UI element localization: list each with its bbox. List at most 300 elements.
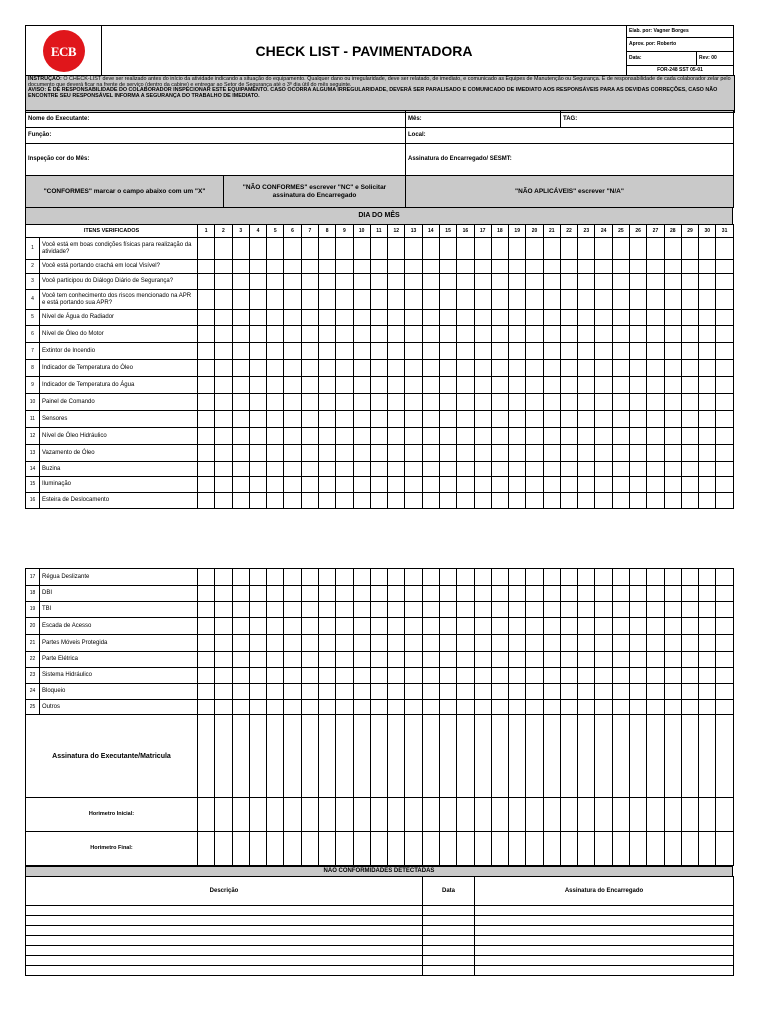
day-check-cell[interactable] — [318, 310, 335, 326]
day-check-cell[interactable] — [284, 635, 301, 652]
day-check-cell[interactable] — [543, 260, 560, 274]
day-check-cell[interactable] — [612, 428, 629, 445]
day-check-cell[interactable] — [457, 493, 474, 509]
day-check-cell[interactable] — [301, 635, 318, 652]
day-check-cell[interactable] — [681, 462, 698, 477]
day-check-cell[interactable] — [595, 602, 612, 618]
day-check-cell[interactable] — [370, 411, 387, 428]
day-check-cell[interactable] — [699, 684, 716, 700]
nc-cell[interactable] — [26, 966, 423, 976]
day-check-cell[interactable] — [630, 310, 647, 326]
day-check-cell[interactable] — [215, 700, 232, 715]
day-check-cell[interactable] — [595, 377, 612, 394]
day-check-cell[interactable] — [215, 635, 232, 652]
day-check-cell[interactable] — [353, 394, 370, 411]
day-check-cell[interactable] — [560, 343, 577, 360]
day-check-cell[interactable] — [388, 462, 405, 477]
day-check-cell[interactable] — [301, 290, 318, 310]
day-check-cell[interactable] — [509, 310, 526, 326]
horimetro-final-cell[interactable] — [370, 832, 387, 866]
assinatura-executante-cell[interactable] — [301, 715, 318, 798]
day-check-cell[interactable] — [630, 569, 647, 586]
day-check-cell[interactable] — [526, 618, 543, 635]
day-check-cell[interactable] — [301, 394, 318, 411]
day-check-cell[interactable] — [422, 668, 439, 684]
day-check-cell[interactable] — [491, 290, 508, 310]
day-check-cell[interactable] — [699, 493, 716, 509]
day-check-cell[interactable] — [543, 377, 560, 394]
day-check-cell[interactable] — [318, 274, 335, 290]
day-check-cell[interactable] — [232, 394, 249, 411]
day-check-cell[interactable] — [318, 493, 335, 509]
day-check-cell[interactable] — [249, 602, 266, 618]
day-check-cell[interactable] — [336, 428, 353, 445]
day-check-cell[interactable] — [232, 343, 249, 360]
assinatura-executante-cell[interactable] — [267, 715, 284, 798]
day-check-cell[interactable] — [422, 493, 439, 509]
day-check-cell[interactable] — [664, 602, 681, 618]
horimetro-final-cell[interactable] — [560, 832, 577, 866]
day-check-cell[interactable] — [457, 343, 474, 360]
day-check-cell[interactable] — [716, 602, 733, 618]
day-check-cell[interactable] — [232, 569, 249, 586]
day-check-cell[interactable] — [612, 260, 629, 274]
nc-cell[interactable] — [26, 946, 423, 956]
day-check-cell[interactable] — [370, 700, 387, 715]
day-check-cell[interactable] — [249, 290, 266, 310]
funcao-field[interactable]: Função: — [26, 128, 406, 144]
day-check-cell[interactable] — [526, 326, 543, 343]
day-check-cell[interactable] — [284, 445, 301, 462]
day-check-cell[interactable] — [318, 290, 335, 310]
day-check-cell[interactable] — [232, 462, 249, 477]
nc-cell[interactable] — [423, 936, 475, 946]
day-check-cell[interactable] — [232, 274, 249, 290]
day-check-cell[interactable] — [284, 238, 301, 260]
day-check-cell[interactable] — [370, 326, 387, 343]
day-check-cell[interactable] — [543, 668, 560, 684]
day-check-cell[interactable] — [681, 493, 698, 509]
horimetro-inicial-cell[interactable] — [215, 798, 232, 832]
day-check-cell[interactable] — [215, 310, 232, 326]
assinatura-executante-cell[interactable] — [439, 715, 456, 798]
day-check-cell[interactable] — [647, 493, 664, 509]
day-check-cell[interactable] — [543, 493, 560, 509]
horimetro-inicial-cell[interactable] — [630, 798, 647, 832]
day-check-cell[interactable] — [232, 493, 249, 509]
day-check-cell[interactable] — [301, 260, 318, 274]
day-check-cell[interactable] — [595, 290, 612, 310]
day-check-cell[interactable] — [560, 618, 577, 635]
day-check-cell[interactable] — [474, 343, 491, 360]
day-check-cell[interactable] — [370, 462, 387, 477]
day-check-cell[interactable] — [439, 310, 456, 326]
day-check-cell[interactable] — [681, 411, 698, 428]
day-check-cell[interactable] — [526, 260, 543, 274]
horimetro-inicial-cell[interactable] — [681, 798, 698, 832]
day-check-cell[interactable] — [578, 618, 595, 635]
day-check-cell[interactable] — [388, 411, 405, 428]
day-check-cell[interactable] — [284, 477, 301, 493]
day-check-cell[interactable] — [405, 274, 422, 290]
day-check-cell[interactable] — [509, 343, 526, 360]
day-check-cell[interactable] — [560, 477, 577, 493]
day-check-cell[interactable] — [301, 377, 318, 394]
day-check-cell[interactable] — [681, 290, 698, 310]
horimetro-inicial-cell[interactable] — [647, 798, 664, 832]
day-check-cell[interactable] — [284, 260, 301, 274]
day-check-cell[interactable] — [198, 668, 215, 684]
day-check-cell[interactable] — [647, 290, 664, 310]
day-check-cell[interactable] — [405, 394, 422, 411]
day-check-cell[interactable] — [405, 260, 422, 274]
day-check-cell[interactable] — [284, 411, 301, 428]
day-check-cell[interactable] — [336, 310, 353, 326]
day-check-cell[interactable] — [215, 569, 232, 586]
day-check-cell[interactable] — [664, 428, 681, 445]
day-check-cell[interactable] — [509, 477, 526, 493]
day-check-cell[interactable] — [336, 394, 353, 411]
day-check-cell[interactable] — [681, 569, 698, 586]
day-check-cell[interactable] — [388, 684, 405, 700]
day-check-cell[interactable] — [664, 477, 681, 493]
day-check-cell[interactable] — [370, 290, 387, 310]
day-check-cell[interactable] — [474, 274, 491, 290]
day-check-cell[interactable] — [439, 360, 456, 377]
day-check-cell[interactable] — [318, 360, 335, 377]
day-check-cell[interactable] — [474, 569, 491, 586]
day-check-cell[interactable] — [388, 260, 405, 274]
day-check-cell[interactable] — [509, 569, 526, 586]
day-check-cell[interactable] — [249, 260, 266, 274]
day-check-cell[interactable] — [716, 274, 733, 290]
day-check-cell[interactable] — [249, 274, 266, 290]
day-check-cell[interactable] — [249, 652, 266, 668]
day-check-cell[interactable] — [422, 290, 439, 310]
day-check-cell[interactable] — [526, 360, 543, 377]
day-check-cell[interactable] — [318, 377, 335, 394]
day-check-cell[interactable] — [457, 569, 474, 586]
day-check-cell[interactable] — [526, 493, 543, 509]
day-check-cell[interactable] — [336, 477, 353, 493]
day-check-cell[interactable] — [630, 343, 647, 360]
day-check-cell[interactable] — [232, 238, 249, 260]
day-check-cell[interactable] — [664, 700, 681, 715]
day-check-cell[interactable] — [353, 462, 370, 477]
day-check-cell[interactable] — [560, 462, 577, 477]
day-check-cell[interactable] — [612, 274, 629, 290]
day-check-cell[interactable] — [543, 684, 560, 700]
horimetro-final-cell[interactable] — [716, 832, 733, 866]
day-check-cell[interactable] — [336, 684, 353, 700]
day-check-cell[interactable] — [198, 428, 215, 445]
day-check-cell[interactable] — [543, 360, 560, 377]
day-check-cell[interactable] — [595, 569, 612, 586]
day-check-cell[interactable] — [336, 411, 353, 428]
horimetro-final-cell[interactable] — [232, 832, 249, 866]
day-check-cell[interactable] — [301, 569, 318, 586]
day-check-cell[interactable] — [630, 586, 647, 602]
day-check-cell[interactable] — [284, 700, 301, 715]
day-check-cell[interactable] — [370, 493, 387, 509]
day-check-cell[interactable] — [526, 377, 543, 394]
day-check-cell[interactable] — [474, 684, 491, 700]
day-check-cell[interactable] — [353, 445, 370, 462]
day-check-cell[interactable] — [422, 394, 439, 411]
day-check-cell[interactable] — [215, 260, 232, 274]
day-check-cell[interactable] — [664, 493, 681, 509]
day-check-cell[interactable] — [318, 394, 335, 411]
day-check-cell[interactable] — [595, 618, 612, 635]
day-check-cell[interactable] — [526, 652, 543, 668]
day-check-cell[interactable] — [578, 700, 595, 715]
day-check-cell[interactable] — [370, 394, 387, 411]
day-check-cell[interactable] — [388, 274, 405, 290]
day-check-cell[interactable] — [595, 477, 612, 493]
assinatura-executante-cell[interactable] — [388, 715, 405, 798]
day-check-cell[interactable] — [439, 700, 456, 715]
day-check-cell[interactable] — [526, 394, 543, 411]
horimetro-final-cell[interactable] — [612, 832, 629, 866]
day-check-cell[interactable] — [526, 290, 543, 310]
day-check-cell[interactable] — [215, 586, 232, 602]
assinatura-executante-cell[interactable] — [630, 715, 647, 798]
day-check-cell[interactable] — [249, 700, 266, 715]
day-check-cell[interactable] — [439, 652, 456, 668]
day-check-cell[interactable] — [284, 602, 301, 618]
day-check-cell[interactable] — [509, 668, 526, 684]
day-check-cell[interactable] — [232, 377, 249, 394]
day-check-cell[interactable] — [370, 652, 387, 668]
day-check-cell[interactable] — [491, 274, 508, 290]
nc-cell[interactable] — [423, 956, 475, 966]
day-check-cell[interactable] — [630, 700, 647, 715]
day-check-cell[interactable] — [491, 260, 508, 274]
day-check-cell[interactable] — [474, 411, 491, 428]
day-check-cell[interactable] — [578, 411, 595, 428]
day-check-cell[interactable] — [560, 411, 577, 428]
day-check-cell[interactable] — [491, 411, 508, 428]
day-check-cell[interactable] — [405, 569, 422, 586]
day-check-cell[interactable] — [422, 238, 439, 260]
horimetro-inicial-cell[interactable] — [612, 798, 629, 832]
horimetro-inicial-cell[interactable] — [560, 798, 577, 832]
day-check-cell[interactable] — [215, 668, 232, 684]
day-check-cell[interactable] — [422, 343, 439, 360]
day-check-cell[interactable] — [681, 326, 698, 343]
day-check-cell[interactable] — [370, 618, 387, 635]
day-check-cell[interactable] — [664, 260, 681, 274]
day-check-cell[interactable] — [543, 586, 560, 602]
day-check-cell[interactable] — [198, 260, 215, 274]
day-check-cell[interactable] — [249, 377, 266, 394]
day-check-cell[interactable] — [491, 668, 508, 684]
day-check-cell[interactable] — [336, 238, 353, 260]
day-check-cell[interactable] — [388, 477, 405, 493]
day-check-cell[interactable] — [353, 360, 370, 377]
day-check-cell[interactable] — [388, 700, 405, 715]
horimetro-final-cell[interactable] — [336, 832, 353, 866]
day-check-cell[interactable] — [699, 445, 716, 462]
day-check-cell[interactable] — [198, 326, 215, 343]
day-check-cell[interactable] — [249, 238, 266, 260]
day-check-cell[interactable] — [560, 290, 577, 310]
day-check-cell[interactable] — [232, 652, 249, 668]
day-check-cell[interactable] — [457, 668, 474, 684]
horimetro-inicial-cell[interactable] — [267, 798, 284, 832]
day-check-cell[interactable] — [526, 310, 543, 326]
day-check-cell[interactable] — [318, 477, 335, 493]
day-check-cell[interactable] — [198, 394, 215, 411]
horimetro-inicial-cell[interactable] — [318, 798, 335, 832]
day-check-cell[interactable] — [267, 411, 284, 428]
day-check-cell[interactable] — [232, 360, 249, 377]
assinatura-executante-cell[interactable] — [457, 715, 474, 798]
day-check-cell[interactable] — [681, 445, 698, 462]
day-check-cell[interactable] — [681, 602, 698, 618]
day-check-cell[interactable] — [336, 445, 353, 462]
day-check-cell[interactable] — [422, 428, 439, 445]
day-check-cell[interactable] — [301, 238, 318, 260]
day-check-cell[interactable] — [284, 684, 301, 700]
horimetro-inicial-cell[interactable] — [232, 798, 249, 832]
day-check-cell[interactable] — [284, 618, 301, 635]
day-check-cell[interactable] — [560, 360, 577, 377]
day-check-cell[interactable] — [318, 260, 335, 274]
day-check-cell[interactable] — [249, 635, 266, 652]
horimetro-inicial-cell[interactable] — [301, 798, 318, 832]
day-check-cell[interactable] — [560, 274, 577, 290]
day-check-cell[interactable] — [647, 477, 664, 493]
day-check-cell[interactable] — [716, 377, 733, 394]
day-check-cell[interactable] — [612, 343, 629, 360]
nc-cell[interactable] — [26, 916, 423, 926]
day-check-cell[interactable] — [612, 360, 629, 377]
day-check-cell[interactable] — [716, 700, 733, 715]
day-check-cell[interactable] — [249, 310, 266, 326]
day-check-cell[interactable] — [509, 700, 526, 715]
day-check-cell[interactable] — [267, 274, 284, 290]
day-check-cell[interactable] — [612, 602, 629, 618]
day-check-cell[interactable] — [595, 700, 612, 715]
day-check-cell[interactable] — [422, 445, 439, 462]
day-check-cell[interactable] — [612, 326, 629, 343]
day-check-cell[interactable] — [422, 618, 439, 635]
day-check-cell[interactable] — [284, 394, 301, 411]
day-check-cell[interactable] — [560, 652, 577, 668]
day-check-cell[interactable] — [647, 602, 664, 618]
day-check-cell[interactable] — [630, 360, 647, 377]
day-check-cell[interactable] — [647, 445, 664, 462]
nc-cell[interactable] — [475, 966, 734, 976]
day-check-cell[interactable] — [681, 586, 698, 602]
day-check-cell[interactable] — [578, 493, 595, 509]
day-check-cell[interactable] — [509, 274, 526, 290]
day-check-cell[interactable] — [249, 493, 266, 509]
day-check-cell[interactable] — [215, 462, 232, 477]
day-check-cell[interactable] — [370, 477, 387, 493]
day-check-cell[interactable] — [198, 477, 215, 493]
day-check-cell[interactable] — [630, 668, 647, 684]
day-check-cell[interactable] — [215, 360, 232, 377]
day-check-cell[interactable] — [595, 260, 612, 274]
day-check-cell[interactable] — [509, 360, 526, 377]
day-check-cell[interactable] — [630, 462, 647, 477]
day-check-cell[interactable] — [198, 377, 215, 394]
nc-cell[interactable] — [423, 926, 475, 936]
day-check-cell[interactable] — [491, 326, 508, 343]
day-check-cell[interactable] — [474, 668, 491, 684]
day-check-cell[interactable] — [664, 586, 681, 602]
day-check-cell[interactable] — [664, 290, 681, 310]
day-check-cell[interactable] — [318, 343, 335, 360]
day-check-cell[interactable] — [422, 635, 439, 652]
day-check-cell[interactable] — [491, 684, 508, 700]
day-check-cell[interactable] — [474, 238, 491, 260]
day-check-cell[interactable] — [716, 618, 733, 635]
day-check-cell[interactable] — [716, 652, 733, 668]
day-check-cell[interactable] — [560, 326, 577, 343]
day-check-cell[interactable] — [198, 684, 215, 700]
day-check-cell[interactable] — [439, 428, 456, 445]
horimetro-inicial-cell[interactable] — [353, 798, 370, 832]
day-check-cell[interactable] — [647, 274, 664, 290]
day-check-cell[interactable] — [526, 462, 543, 477]
day-check-cell[interactable] — [457, 445, 474, 462]
day-check-cell[interactable] — [474, 700, 491, 715]
day-check-cell[interactable] — [301, 343, 318, 360]
day-check-cell[interactable] — [232, 290, 249, 310]
day-check-cell[interactable] — [267, 260, 284, 274]
horimetro-final-cell[interactable] — [249, 832, 266, 866]
day-check-cell[interactable] — [699, 668, 716, 684]
day-check-cell[interactable] — [267, 428, 284, 445]
day-check-cell[interactable] — [318, 635, 335, 652]
day-check-cell[interactable] — [647, 377, 664, 394]
day-check-cell[interactable] — [301, 462, 318, 477]
day-check-cell[interactable] — [353, 700, 370, 715]
day-check-cell[interactable] — [215, 290, 232, 310]
horimetro-final-cell[interactable] — [388, 832, 405, 866]
day-check-cell[interactable] — [578, 394, 595, 411]
horimetro-final-cell[interactable] — [318, 832, 335, 866]
day-check-cell[interactable] — [526, 428, 543, 445]
day-check-cell[interactable] — [388, 569, 405, 586]
horimetro-inicial-cell[interactable] — [474, 798, 491, 832]
day-check-cell[interactable] — [578, 310, 595, 326]
day-check-cell[interactable] — [405, 238, 422, 260]
day-check-cell[interactable] — [353, 652, 370, 668]
day-check-cell[interactable] — [526, 274, 543, 290]
assinatura-executante-cell[interactable] — [681, 715, 698, 798]
day-check-cell[interactable] — [699, 569, 716, 586]
day-check-cell[interactable] — [526, 477, 543, 493]
day-check-cell[interactable] — [267, 462, 284, 477]
day-check-cell[interactable] — [249, 445, 266, 462]
day-check-cell[interactable] — [422, 700, 439, 715]
day-check-cell[interactable] — [681, 477, 698, 493]
day-check-cell[interactable] — [578, 652, 595, 668]
day-check-cell[interactable] — [612, 652, 629, 668]
day-check-cell[interactable] — [509, 260, 526, 274]
horimetro-final-cell[interactable] — [509, 832, 526, 866]
day-check-cell[interactable] — [699, 377, 716, 394]
day-check-cell[interactable] — [422, 569, 439, 586]
day-check-cell[interactable] — [664, 445, 681, 462]
day-check-cell[interactable] — [318, 238, 335, 260]
day-check-cell[interactable] — [439, 635, 456, 652]
day-check-cell[interactable] — [388, 668, 405, 684]
